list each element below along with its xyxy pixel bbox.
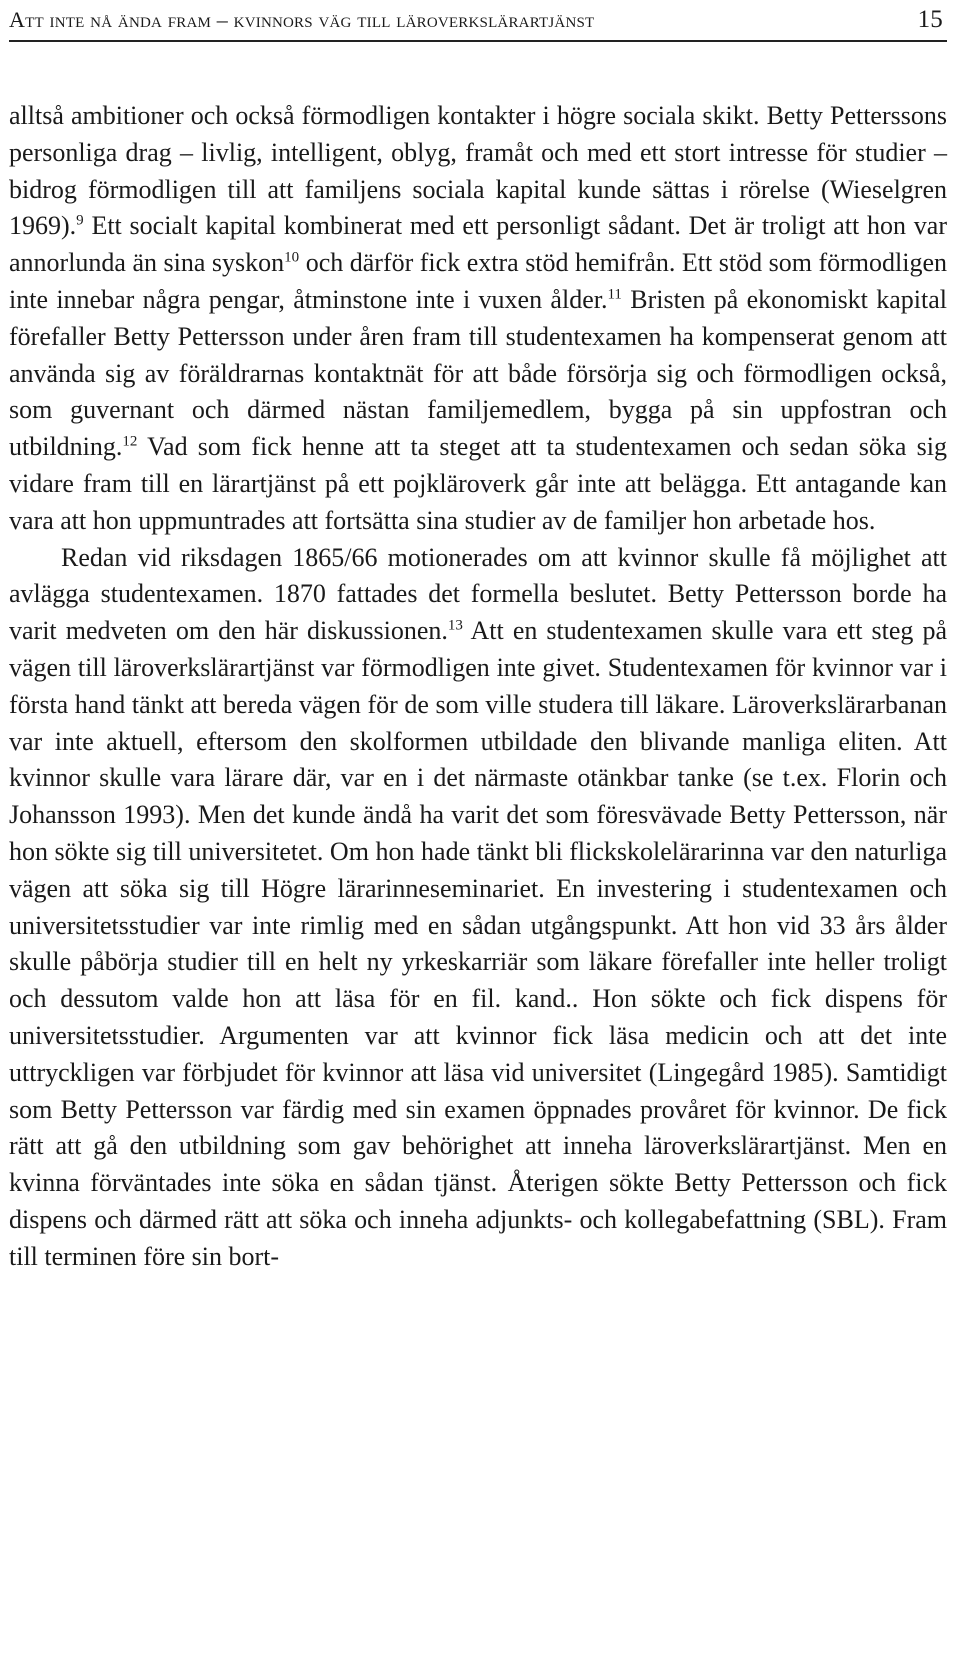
- text-segment: Att en studentexamen skulle vara ett steg på vägen till läroverkslärartjänst var förmodligen inte givet. Studentexamen för kvinnor var i första hand tänkt att bereda vägen för de som ville studera till läkare. Läroverkslärarbanan var inte aktuell, eftersom den skolformen utbildade den blivande manliga eliten. Att kvinnor skulle vara lärare där, var en i det närmaste otänkbar tanke (se t.ex. Florin och Johansson 1993). Men det kunde ändå ha varit det som föresvävade Betty Pettersson, när hon sökte sig till universitetet. Om hon hade tänkt bli flickskolelärarinna var den naturliga vägen att söka sig till Högre lärarinneseminariet. En investering i studentexamen och universitetsstudier var inte rimlig med en sådan utgångspunkt. Att hon vid 33 års ålder skulle påbörja studier till en helt ny yrkeskarriär som läkare förefaller inte heller troligt och dessutom valde hon att läsa för en fil. kand.. Hon sökte och fick dispens för universitetsstudier. Argumenten var att kvinnor fick läsa medicin och att det inte uttryckligen var förbjudet för kvinnor att läsa vid universitet (Lingegård 1985). Samtidigt som Betty Pettersson var färdig med sin examen öppnades provåret för kvinnor. De fick rätt att gå den utbildning som gav behörighet att inneha läroverkslärartjänst. Men en kvinna förväntades inte söka en sådan tjänst. Återigen sökte Betty Pettersson och fick dispens och därmed rätt att söka och inneha adjunkts- och kollegabefattning (SBL). Fram till terminen före sin bort-: [9, 616, 947, 1271]
- footnote-marker[interactable]: 13: [447, 617, 463, 634]
- text-segment: Redan vid riksdagen 1865/66 motionerades om att kvinnor skulle få möjlighet att avlägga studentexamen. 1870 fattades det formella beslutet. Betty Pettersson borde ha varit medveten om den här diskussionen.: [9, 542, 947, 646]
- running-header: [9, 0, 947, 42]
- body-text: [9, 98, 947, 1276]
- page-number: 15: [917, 6, 943, 33]
- running-title: Att inte nå ända fram – kvinnors väg till läroverkslärartjänst: [9, 7, 595, 32]
- text-segment: Ett socialt kapital kombinerat med ett personligt sådant. Det är troligt att hon var annorlunda än sina syskon: [9, 211, 947, 278]
- paragraph-2: [9, 540, 947, 1276]
- text-segment: alltså ambitioner och också förmodligen kontakter i högre sociala skikt. Betty Petterssons personliga drag – livlig, intelligent, oblyg, framåt och med ett stort intresse för studier – bidrog förmodligen till att familjens sociala kapital kunde sättas i rörelse (Wieselgren 1969).: [9, 101, 947, 241]
- footnote-marker[interactable]: 10: [284, 249, 300, 266]
- text-segment: och därför fick extra stöd hemifrån. Ett stöd som förmodligen inte innebar några pengar, åtminstone inte i vuxen ålder.: [9, 248, 947, 314]
- footnote-marker[interactable]: 12: [122, 433, 138, 450]
- text-segment: Vad som fick henne att ta steget att ta studentexamen och sedan söka sig vidare fram till en lärartjänst på ett pojkläroverk går inte att belägga. Ett antagande kan vara att hon uppmuntrades att fortsätta sina studier av de familjer hon arbetade hos.: [9, 432, 947, 535]
- paragraph-1: [9, 98, 947, 540]
- text-segment: Bristen på ekonomiskt kapital förefaller Betty Pettersson under åren fram till studentexamen ha kompenserat genom att använda sig av föräldrarnas kontaktnät för att både försörja sig och förmodligen också, som guvernant och därmed nästan familjemedlem, bygga på sin uppfostran och utbildning.: [9, 284, 947, 462]
- footnote-marker[interactable]: 11: [607, 286, 622, 303]
- footnote-marker[interactable]: 9: [76, 212, 84, 229]
